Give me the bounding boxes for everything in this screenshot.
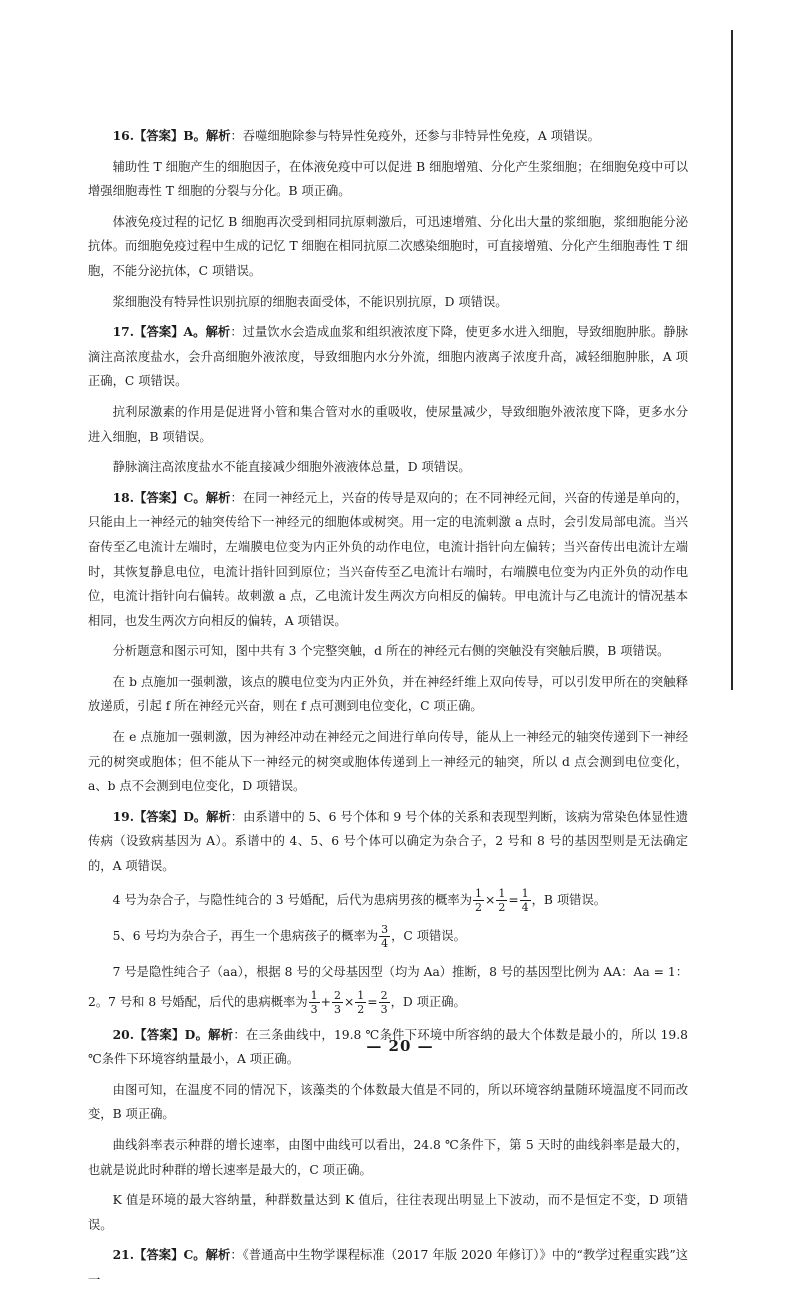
- fraction-denominator: 3: [380, 1002, 388, 1016]
- times-sign: ×: [485, 892, 496, 907]
- q19-text-1: ：由系谱中的 5、6 号个体和 9 号个体的关系和表现型判断，该病为常染色体显性遗传病（设致病基因为 A）。系谱中的 4、5、6 号个体可以确定为杂合子，2 号和 8 号的基因型则是无法确定的，A 项错误。: [88, 809, 688, 874]
- fraction-three-quarters: [379, 923, 390, 950]
- fraction-one-half: [473, 887, 484, 914]
- q16-jiexi-label: 解析: [205, 128, 231, 143]
- q18-number: 18.: [112, 489, 134, 505]
- q17-paragraph-3: 静脉滴注高浓度盐水不能直接减少细胞外液液体总量，D 项错误。: [112, 460, 471, 475]
- q20-paragraph-4: K 值是环境的最大容纳量，种群数量达到 K 值后，往往表现出明显上下波动，而不是恒定不变，D 项错误。: [88, 1193, 688, 1232]
- q16-paragraph-1: [88, 124, 688, 149]
- fraction-two-thirds: [332, 989, 343, 1016]
- q18-paragraph-3: 在 b 点施加一强刺激，该点的膜电位变为内正外负，并在神经纤维上双向传导，可以引发甲所在的突触释放递质，引起 f 所在神经元兴奋，则在 f 点可测到电位变化，C 项正确。: [88, 674, 688, 714]
- q19-text-2b: ，B 项错误。: [531, 892, 607, 907]
- q21-paragraph-1: [88, 1243, 688, 1292]
- page-edge-line: [731, 30, 733, 690]
- fraction-denominator: 2: [475, 900, 482, 914]
- q19-paragraph-4: [88, 957, 688, 1017]
- fraction-denominator: 3: [310, 1002, 318, 1016]
- q17-answer: 【答案】A。: [134, 324, 206, 340]
- fraction-one-quarter: [520, 887, 531, 914]
- q19-paragraph-2: [88, 885, 688, 915]
- fraction-numerator: 1: [475, 886, 482, 900]
- q16-paragraph-4: 浆细胞没有特异性识别抗原的细胞表面受体，不能识别抗原，D 项错误。: [112, 294, 508, 309]
- q20-paragraph-3: 曲线斜率表示种群的增长速率，由图中曲线可以看出，24.8 ℃条件下，第 5 天时的曲线斜率是最大的，也就是说此时种群的增长速率是最大的，C 项正确。: [88, 1138, 688, 1177]
- q21-text-1: ：《普通高中生物学课程标准（2017 年版 2020 年修订）》中的“教学过程重实践”这一: [88, 1248, 688, 1287]
- q20-answer: 【答案】D。: [134, 1026, 209, 1042]
- q16-paragraph-3: 体液免疫过程的记忆 B 细胞再次受到相同抗原刺激后，可迅速增殖、分化出大量的浆细胞，浆细胞能分泌抗体。而细胞免疫过程中生成的记忆 T 细胞在相同抗原二次感染细胞时，可直接增殖、分化产生细胞毒性 T 细胞，不能分泌抗体，C 项错误。: [88, 214, 688, 278]
- q17-number: 17.: [112, 324, 134, 340]
- q16-text-1: ：吞噬细胞除参与特异性免疫外，还参与非特异性免疫，A 项错误。: [230, 129, 600, 143]
- fraction-denominator: 2: [498, 900, 506, 914]
- fraction-numerator: 1: [498, 886, 506, 900]
- fraction-numerator: 2: [380, 988, 388, 1002]
- fraction-one-half: [496, 887, 507, 914]
- q21-jiexi-label: 解析: [205, 1247, 231, 1263]
- fraction-one-third: [309, 989, 320, 1016]
- q18-paragraph-2: 分析题意和图示可知，图中共有 3 个完整突触，d 所在的神经元右侧的突触没有突触后膜，B 项错误。: [112, 644, 670, 659]
- fraction-numerator: 3: [381, 922, 389, 936]
- fraction-numerator: 2: [333, 988, 341, 1002]
- q19-text-4b: ，D 项正确。: [390, 994, 466, 1009]
- times-sign: ×: [343, 994, 355, 1009]
- q18-paragraph-1: [88, 486, 688, 634]
- q16-paragraph-2: 辅助性 T 细胞产生的细胞因子，在体液免疫中可以促进 B 细胞增殖、分化产生浆细胞；在细胞免疫中可以增强细胞毒性 T 细胞的分裂与分化。B 项正确。: [88, 159, 688, 199]
- q17-text-1: ：过量饮水会造成血浆和组织液浓度下降，使更多水进入细胞，导致细胞肿胀。静脉滴注高浓度盐水，会升高细胞外液浓度，导致细胞内水分外流，细胞内液离子浓度升高，减轻细胞肿胀，A 项正确，C 项错误。: [88, 325, 688, 389]
- q20-paragraph-2: 由图可知，在温度不同的情况下，该藻类的个体数最大值是不同的，所以环境容纳量随环境温度不同而改变，B 项正确。: [88, 1082, 688, 1122]
- equals-sign: =: [367, 994, 378, 1009]
- fraction-numerator: 1: [357, 988, 365, 1002]
- q18-jiexi-label: 解析: [205, 489, 231, 505]
- q21-number: 21.: [112, 1247, 134, 1263]
- q19-text-3b: ，C 项错误。: [391, 928, 466, 943]
- q19-paragraph-1: [88, 805, 688, 879]
- q19-jiexi-label: 解析: [206, 808, 231, 824]
- fraction-denominator: 3: [333, 1002, 341, 1016]
- q18-text-1: ：在同一神经元上，兴奋的传导是双向的；在不同神经元间，兴奋的传递是单向的，只能由上一神经元的轴突传给下一神经元的细胞体或树突。用一定的电流刺激 a 点时，会引发局部电流。当兴奋传至乙电流计左端时，左端膜电位变为内正外负的动作电位，电流计指针向左偏转；当兴奋传出电流计左端时，其恢复静息电位，电流计指针回到原位；当兴奋传至乙电流计右端时，右端膜电位变为内正外负的动作电位，电流计指针向右偏转。故刺激 a 点，乙电流计发生两次方向相反的偏转。甲电流计与乙电流计的情况基本相同，也发生两次方向相反的偏转，A 项错误。: [88, 490, 688, 628]
- q17-paragraph-2: 抗利尿激素的作用是促进肾小管和集合管对水的重吸收，使尿量减少，导致细胞外液浓度下降，更多水分进入细胞，B 项错误。: [88, 404, 688, 444]
- q20-text-1: ：在三条曲线中，19.8 ℃条件下环境中所容纳的最大个体数是最小的，所以 19.8 ℃条件下环境容纳量最小，A 项正确。: [88, 1027, 688, 1067]
- fraction-two-thirds: [379, 989, 390, 1016]
- plus-sign: +: [320, 994, 331, 1009]
- fraction-one-half: [355, 989, 366, 1016]
- page-number: — 20 —: [366, 1037, 434, 1055]
- fraction-denominator: 4: [381, 936, 389, 950]
- q19-paragraph-3: [88, 921, 688, 951]
- q20-number: 20.: [112, 1026, 134, 1042]
- q19-text-2a: 4 号为杂合子，与隐性纯合的 3 号婚配，后代为患病男孩的概率为: [112, 892, 472, 907]
- equals-sign: =: [508, 892, 519, 907]
- q18-answer: 【答案】C。: [134, 489, 206, 505]
- q16-number: 16.: [112, 128, 134, 143]
- fraction-denominator: 2: [357, 1002, 365, 1016]
- q19-answer: 【答案】D。: [134, 808, 207, 824]
- fraction-denominator: 4: [521, 900, 529, 914]
- q17-paragraph-1: [88, 320, 688, 394]
- q21-answer: 【答案】C。: [134, 1247, 206, 1263]
- q17-jiexi-label: 解析: [205, 324, 231, 340]
- answer-explanations: [88, 124, 688, 1299]
- q19-text-4a: 7 号是隐性纯合子（aa），根据 8 号的父母基因型（均为 Aa）推断，8 号的基因型比例为 AA：Aa = 1：2。7 号和 8 号婚配，后代的患病概率为: [88, 964, 688, 1009]
- fraction-numerator: 1: [521, 886, 529, 900]
- q19-number: 19.: [112, 808, 134, 824]
- q18-paragraph-4: 在 e 点施加一强刺激，因为神经冲动在神经元之间进行单向传导，能从上一神经元的轴突传递到下一神经元的树突或胞体；但不能从下一神经元的树突或胞体传递到上一神经元的轴突，所以 d 点会测到电位变化，a、b 点不会测到电位变化，D 项错误。: [88, 730, 688, 794]
- q20-jiexi-label: 解析: [208, 1026, 234, 1042]
- q16-answer: 【答案】B。: [134, 128, 206, 143]
- fraction-numerator: 1: [310, 988, 318, 1002]
- q19-text-3a: 5、6 号均为杂合子，再生一个患病孩子的概率为: [112, 928, 379, 943]
